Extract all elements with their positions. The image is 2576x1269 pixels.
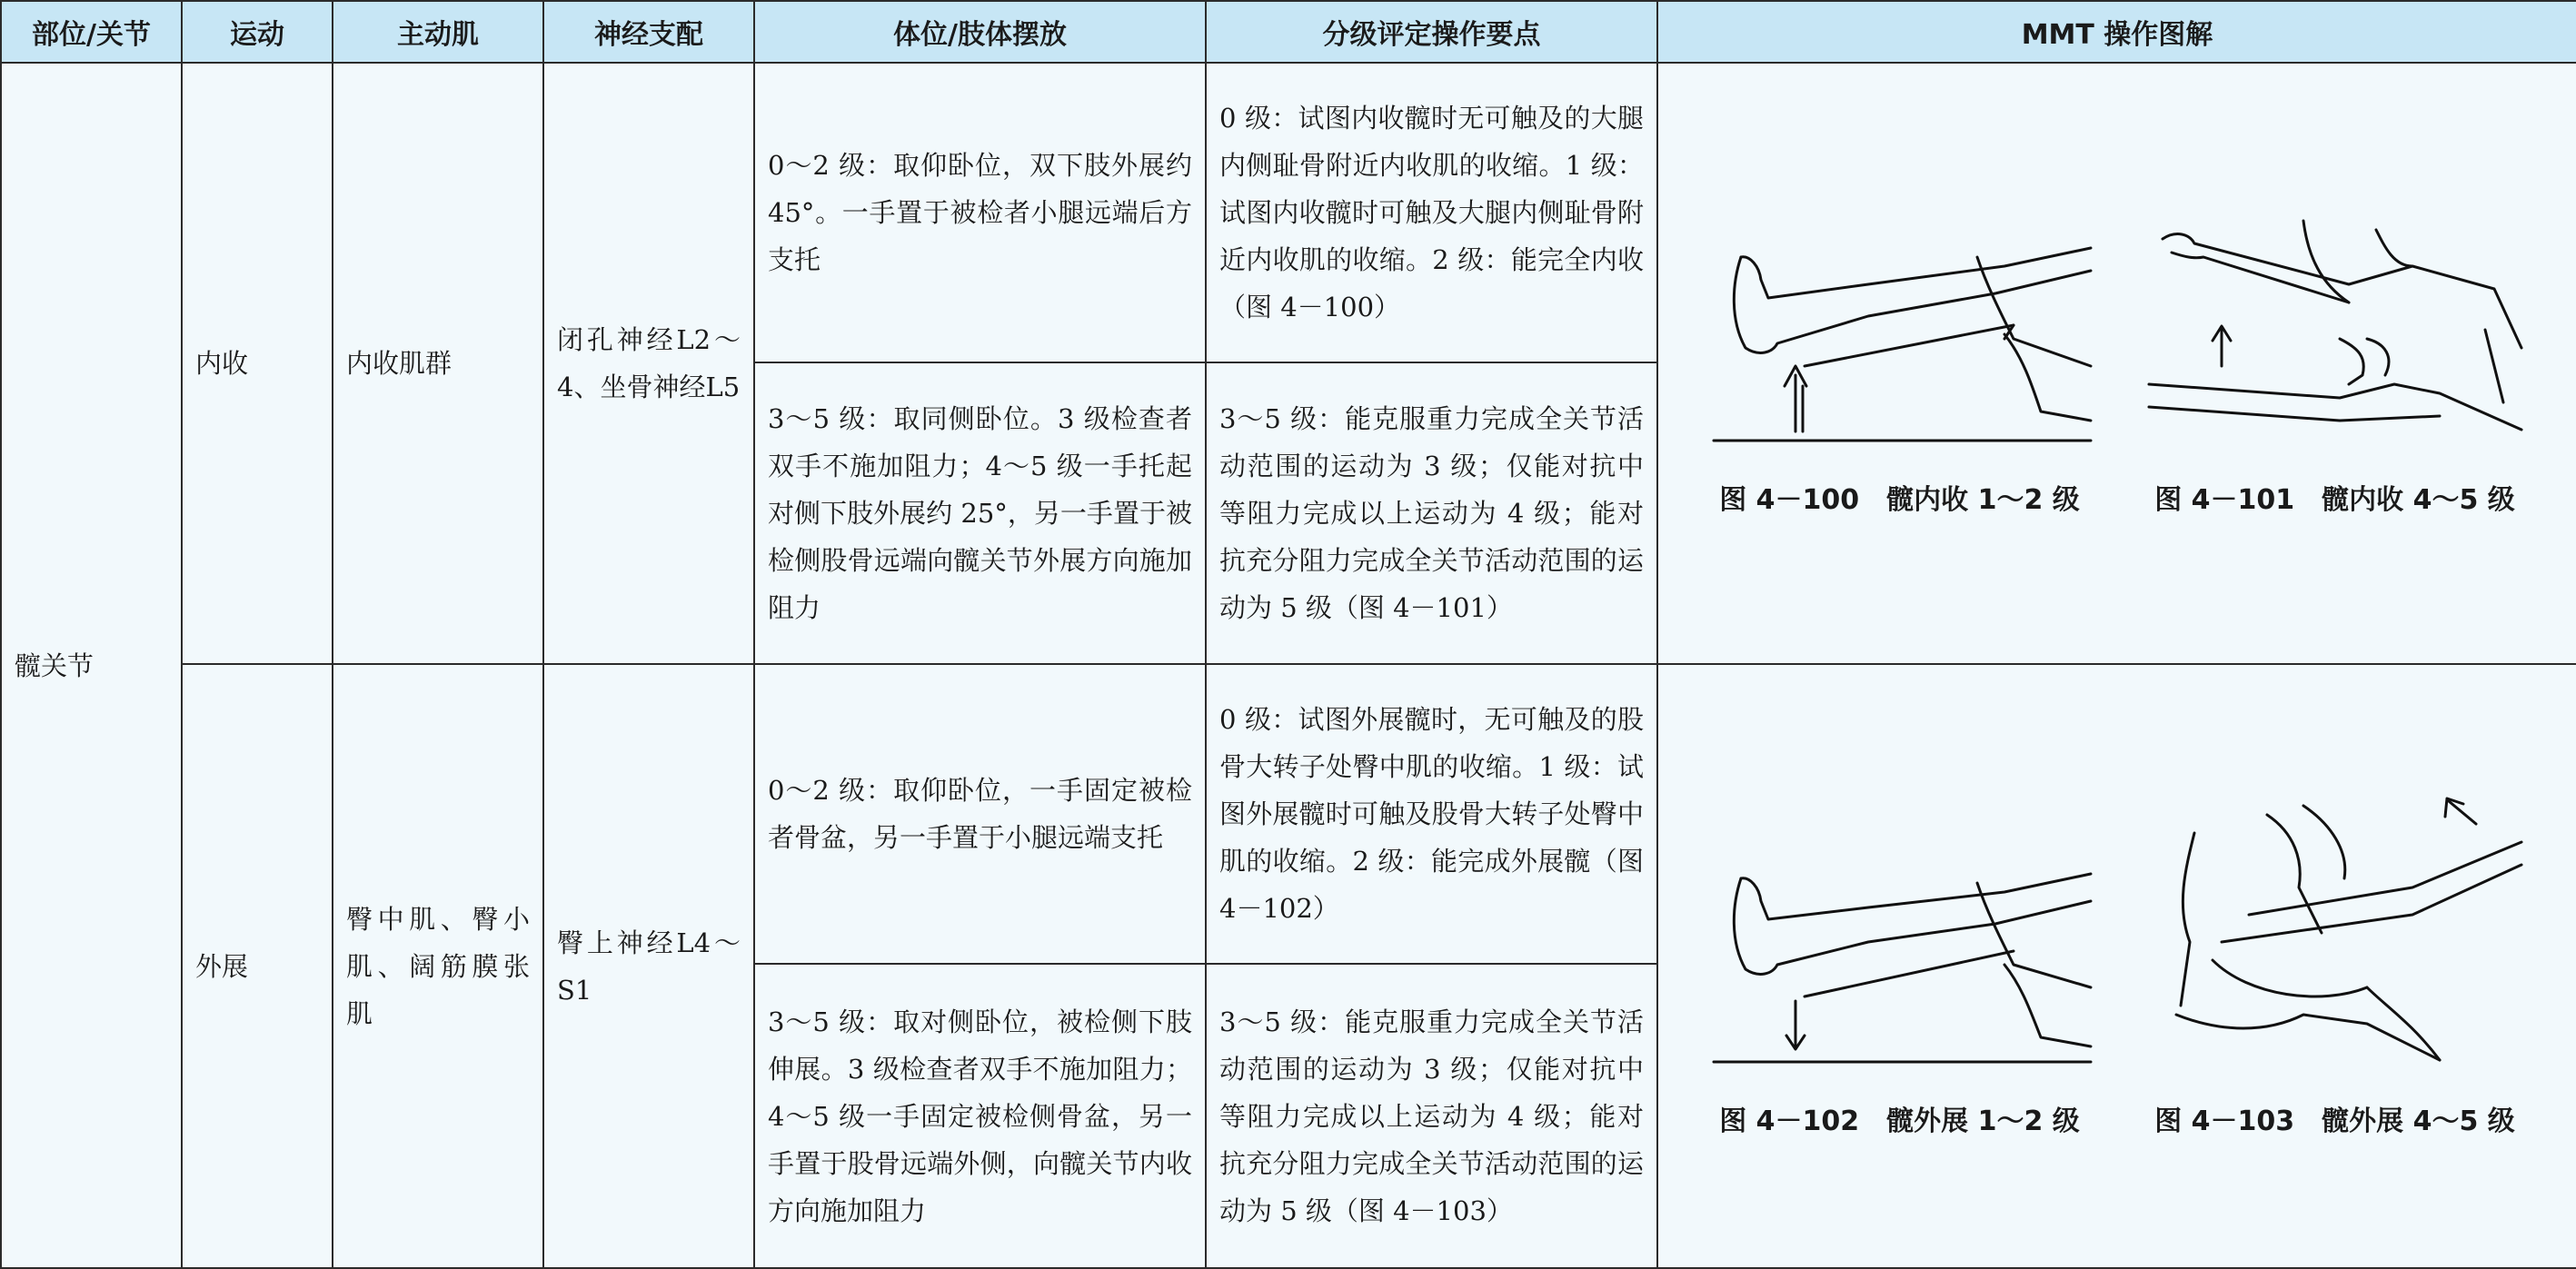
header-illustration: MMT 操作图解: [1657, 1, 2576, 63]
leg-abduction-sidelying-illustration: [2140, 788, 2531, 1078]
figure-caption: 图 4－101 髋内收 4～5 级: [2154, 484, 2515, 516]
figure-4-101: [2140, 203, 2531, 524]
joint-cell: 髋关节: [1, 63, 182, 1268]
table-row-abduction-a: [1, 664, 2576, 964]
muscles-abduction: 臀中肌、臀小肌、阔筋膜张肌: [333, 664, 543, 1268]
grading-abduction-3-5: 3～5 级：能克服重力完成全关节活动范围的运动为 3 级；仅能对抗中等阻力完成以上运动为 4 级；能对抗充分阻力完成全关节活动范围的运动为 5 级（图 4－103）: [1206, 964, 1657, 1268]
header-joint: 部位/关节: [1, 1, 182, 63]
figure-4-100: [1705, 230, 2095, 524]
grading-abduction-0-2: 0 级：试图外展髋时，无可触及的股骨大转子处臀中肌的收缩。1 级：试图外展髋时可触及股骨大转子处臀中肌的收缩。2 级：能完成外展髋（图 4－102）: [1206, 664, 1657, 964]
header-muscles: 主动肌: [333, 1, 543, 63]
figure-caption: 图 4－100 髋内收 1～2 级: [1719, 484, 2080, 516]
movement-adduction: 内收: [182, 63, 333, 664]
position-abduction-0-2: 0～2 级：取仰卧位，一手固定被检者骨盆，另一手置于小腿远端支托: [754, 664, 1206, 964]
leg-adduction-supine-illustration: [1705, 230, 2095, 457]
figures-abduction: [1657, 664, 2576, 1268]
grading-adduction-0-2: 0 级：试图内收髋时无可触及的大腿内侧耻骨附近内收肌的收缩。1 级：试图内收髋时可触及大腿内侧耻骨附近内收肌的收缩。2 级：能完全内收（图 4－100）: [1206, 63, 1657, 362]
movement-abduction: 外展: [182, 664, 333, 1268]
nerve-adduction: 闭孔神经L2～4、坐骨神经L5: [543, 63, 754, 664]
position-abduction-3-5: 3～5 级：取对侧卧位，被检侧下肢伸展。3 级检查者双手不施加阻力；4～5 级一手固定被检侧骨盆，另一手置于股骨远端外侧，向髋关节内收方向施加阻力: [754, 964, 1206, 1268]
grading-adduction-3-5: 3～5 级：能克服重力完成全关节活动范围的运动为 3 级；仅能对抗中等阻力完成以上运动为 4 级；能对抗充分阻力完成全关节活动范围的运动为 5 级（图 4－101）: [1206, 362, 1657, 664]
figure-4-102: [1705, 851, 2095, 1145]
figure-4-103: [2140, 788, 2531, 1145]
figure-caption: 图 4－103 髋外展 4～5 级: [2154, 1105, 2515, 1137]
figures-adduction: [1657, 63, 2576, 664]
header-nerve: 神经支配: [543, 1, 754, 63]
header-row: [1, 1, 2576, 63]
header-position: 体位/肢体摆放: [754, 1, 1206, 63]
position-adduction-3-5: 3～5 级：取同侧卧位。3 级检查者双手不施加阻力；4～5 级一手托起对侧下肢外展约 25°，另一手置于被检侧股骨远端向髋关节外展方向施加阻力: [754, 362, 1206, 664]
position-adduction-0-2: 0～2 级：取仰卧位，双下肢外展约 45°。一手置于被检者小腿远端后方支托: [754, 63, 1206, 362]
muscles-adduction: 内收肌群: [333, 63, 543, 664]
table-row-adduction-a: [1, 63, 2576, 362]
nerve-abduction: 臀上神经L4～S1: [543, 664, 754, 1268]
header-grading: 分级评定操作要点: [1206, 1, 1657, 63]
leg-abduction-supine-illustration: [1705, 851, 2095, 1078]
header-movement: 运动: [182, 1, 333, 63]
leg-adduction-sidelying-illustration: [2140, 203, 2531, 457]
figure-caption: 图 4－102 髋外展 1～2 级: [1719, 1105, 2080, 1137]
